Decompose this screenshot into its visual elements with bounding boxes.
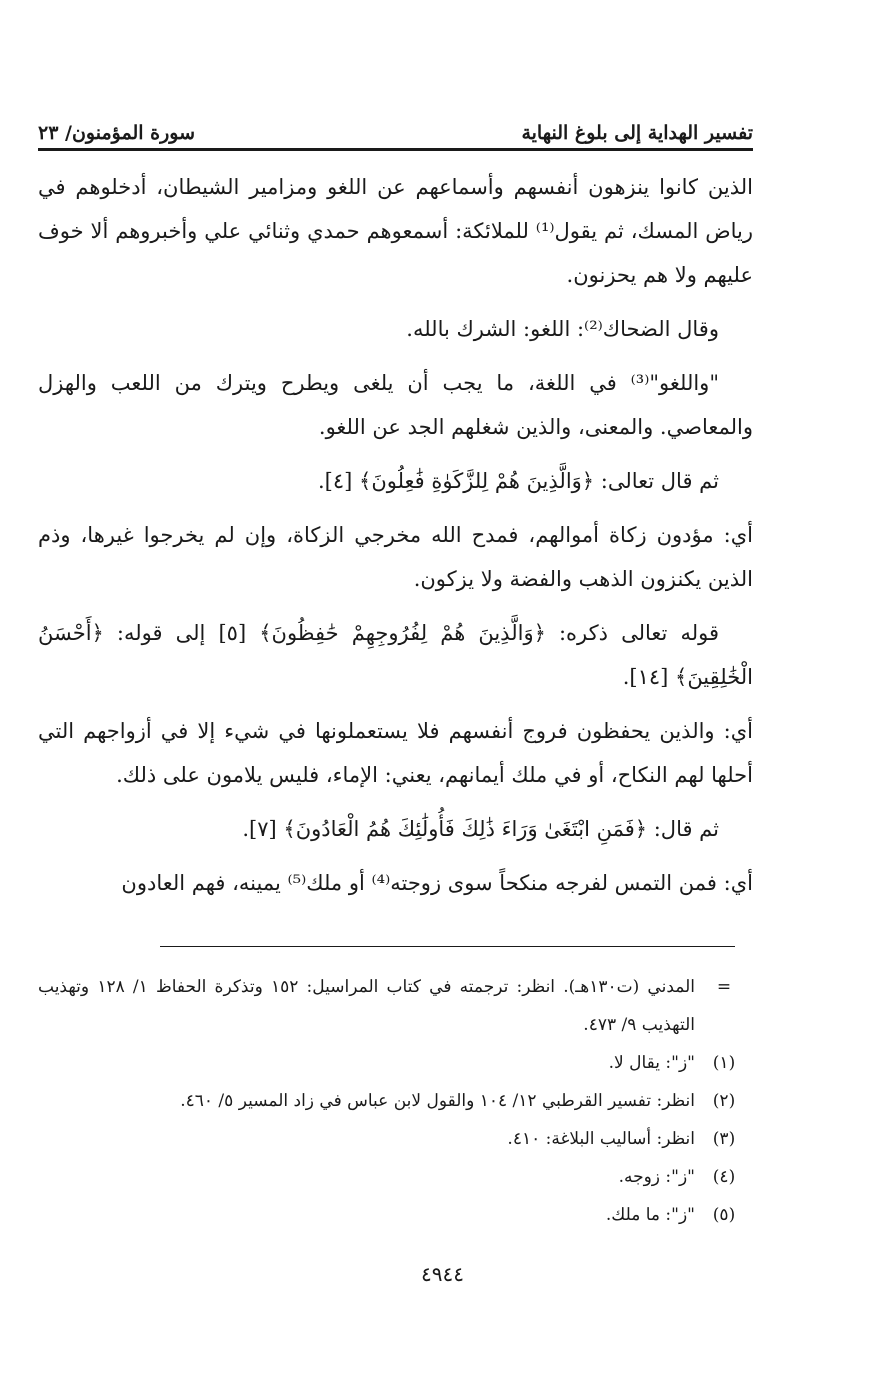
footnote-rule: [160, 946, 735, 947]
surah-label: سورة المؤمنون/ ٢٣: [38, 122, 196, 144]
paragraph: أي: مؤدون زكاة أموالهم، فمدح الله مخرجي الزكاة، وإن لم يخرجوا غيرها، وذم الذين يكنزون الذهب والفضة ولا يزكون.: [38, 523, 753, 591]
footnote-number: (٤): [712, 1167, 736, 1187]
header-rule: [38, 148, 753, 151]
footnotes: [38, 968, 753, 1234]
footnote-text: "ز": يقال لا.: [608, 1053, 695, 1073]
paragraph: أي: فمن التمس لفرجه منكحاً سوى زوجته⁽⁴⁾ أو ملك⁽⁵⁾ يمينه، فهم العادون: [121, 871, 753, 895]
paragraph: ثم قال: ﴿فَمَنِ ابْتَغَىٰ وَرَاءَ ذَٰلِكَ فَأُولَٰئِكَ هُمُ الْعَادُونَ﴾ [٧].: [242, 817, 719, 841]
paragraph: وقال الضحاك⁽²⁾: اللغو: الشرك بالله.: [406, 317, 719, 341]
paragraph: قوله تعالى ذكره: ﴿وَالَّذِينَ هُمْ لِفُرُوجِهِمْ حَٰفِظُونَ﴾ [٥] إلى قوله: ﴿أَحْسَنُ الْخَٰلِقِينَ﴾ [١٤].: [38, 621, 753, 689]
paragraph: الذين كانوا ينزهون أنفسهم وأسماعهم عن اللغو ومزامير الشيطان، أدخلوهم في رياض المسك، ثم يقول⁽¹⁾ للملائكة: أسمعوهم حمدي وثنائي علي وأخبروهم ألا خوف عليهم ولا هم يحزنون.: [38, 175, 754, 287]
footnote-row: [38, 968, 753, 1044]
footnote-text: انظر: تفسير القرطبي ١٢/ ١٠٤ والقول لابن عباس في زاد المسير ٥/ ٤٦٠.: [180, 1091, 695, 1111]
page-number: ٤٩٤٤: [421, 1262, 464, 1286]
footnote-row: [38, 1196, 753, 1234]
footnote-number: (٢): [712, 1091, 736, 1111]
footnote-row: [38, 1120, 753, 1158]
body-text: [38, 165, 753, 915]
footnote-text: المدني (ت١٣٠هـ). انظر: ترجمته في كتاب المراسيل: ١٥٢ وتذكرة الحفاظ ١/ ١٢٨ وتهذيب التهذيب ٩/ ٤٧٣.: [38, 977, 695, 1035]
footnote-number: (٣): [712, 1129, 736, 1149]
footnote-text: "ز": زوجه.: [618, 1167, 695, 1187]
paragraph: أي: والذين يحفظون فروج أنفسهم فلا يستعملونها في شيء إلا في أزواجهم التي أحلها لهم النكاح، أو في ملك أيمانهم، يعني: الإماء، فليس يلامون على ذلك.: [38, 719, 753, 787]
book-title: تفسير الهداية إلى بلوغ النهاية: [521, 122, 753, 144]
footnote-row: [38, 1044, 753, 1082]
footnote-row: [38, 1082, 753, 1120]
footnote-number: (٥): [712, 1205, 736, 1225]
paragraph: "واللغو"⁽³⁾ في اللغة، ما يجب أن يلغى ويطرح ويترك من اللعب والهزل والمعاصي. والمعنى، والذين شغلهم الجد عن اللغو.: [38, 371, 753, 439]
footnote-text: انظر: أساليب البلاغة: ٤١٠.: [507, 1129, 695, 1149]
footnote-row: [38, 1158, 753, 1196]
footnote-number: =: [716, 977, 732, 997]
paragraph: ثم قال تعالى: ﴿وَالَّذِينَ هُمْ لِلزَّكَوٰةِ فَٰعِلُونَ﴾ [٤].: [317, 469, 719, 493]
footnote-text: "ز": ما ملك.: [605, 1205, 695, 1225]
running-header: [38, 108, 753, 144]
footnote-number: (١): [712, 1053, 736, 1073]
